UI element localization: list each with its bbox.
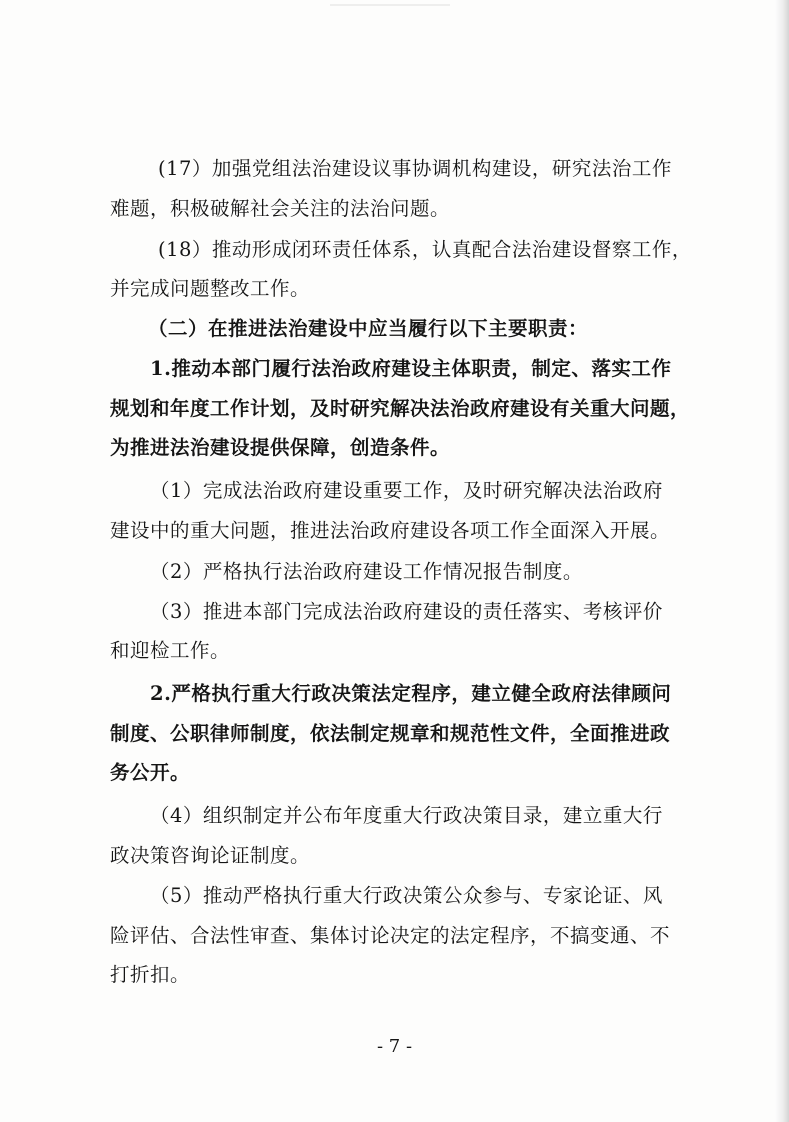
text-line: 为推进法治建设提供保障，创造条件。 (110, 436, 451, 459)
text-line: 务公开。 (110, 761, 191, 784)
item-2-line-2 (0, 715, 789, 753)
text-line: 建设中的重大问题，推进法治政府建设各项工作全面深入开展。 (110, 519, 671, 542)
text-line: 险评估、合法性审查、集体讨论决定的法定程序，不搞变通、不 (110, 924, 671, 947)
paragraph-18-line-2 (0, 270, 789, 308)
sub-5-line-2 (0, 917, 789, 955)
scan-bleed-mark (330, 4, 450, 6)
sub-5-line-3 (0, 956, 789, 994)
text-line: (17）加强党组法治建设议事协调机构建设，研究法治工作 (158, 157, 672, 180)
text-line: 1.推动本部门履行法治政府建设主体职责，制定、落实工作 (150, 357, 672, 380)
sub-3-line-2 (0, 632, 789, 670)
text-line: 打折扣。 (110, 963, 191, 986)
item-2-line-1 (0, 675, 789, 713)
sub-1-line-2 (0, 512, 789, 550)
text-line: 并完成问题整改工作。 (110, 277, 311, 300)
text-line: 制度、公职律师制度，依法制定规章和规范性文件，全面推进政 (110, 722, 671, 745)
item-1-line-1 (0, 350, 789, 388)
section-heading (0, 310, 789, 348)
text-line: （二）在推进法治建设中应当履行以下主要职责： (148, 317, 589, 340)
paragraph-18-line-1 (0, 231, 789, 269)
text-line: 规划和年度工作计划，及时研究解决法治政府建设有关重大问题， (110, 397, 691, 420)
page-number: - 7 - (376, 1036, 413, 1057)
text-line: （2）严格执行法治政府建设工作情况报告制度。 (150, 560, 583, 583)
text-line: 2.严格执行重大行政决策法定程序，建立健全政府法律顾问 (150, 682, 672, 705)
item-1-line-2 (0, 390, 789, 428)
sub-1-line-1 (0, 472, 789, 510)
text-line: 和迎检工作。 (110, 639, 231, 662)
sub-3-line-1 (0, 593, 789, 631)
sub-2-line-1 (0, 553, 789, 591)
text-line: (18）推动形成闭环责任体系，认真配合法治建设督察工作， (158, 238, 692, 261)
sub-4-line-1 (0, 797, 789, 835)
sub-4-line-2 (0, 837, 789, 875)
item-2-line-3 (0, 754, 789, 792)
text-line: （4）组织制定并公布年度重大行政决策目录，建立重大行 (150, 804, 663, 827)
text-line: 难题，积极破解社会关注的法治问题。 (110, 197, 451, 220)
text-line: （5）推动严格执行重大行政决策公众参与、专家论证、风 (150, 884, 663, 907)
text-line: （1）完成法治政府建设重要工作，及时研究解决法治政府 (150, 479, 663, 502)
text-line: 政决策咨询论证制度。 (110, 844, 311, 867)
sub-5-line-1 (0, 877, 789, 915)
paragraph-17-line-1 (0, 150, 789, 188)
paragraph-17-line-2 (0, 190, 789, 228)
text-line: （3）推进本部门完成法治政府建设的责任落实、考核评价 (150, 600, 663, 623)
item-1-line-3 (0, 429, 789, 467)
